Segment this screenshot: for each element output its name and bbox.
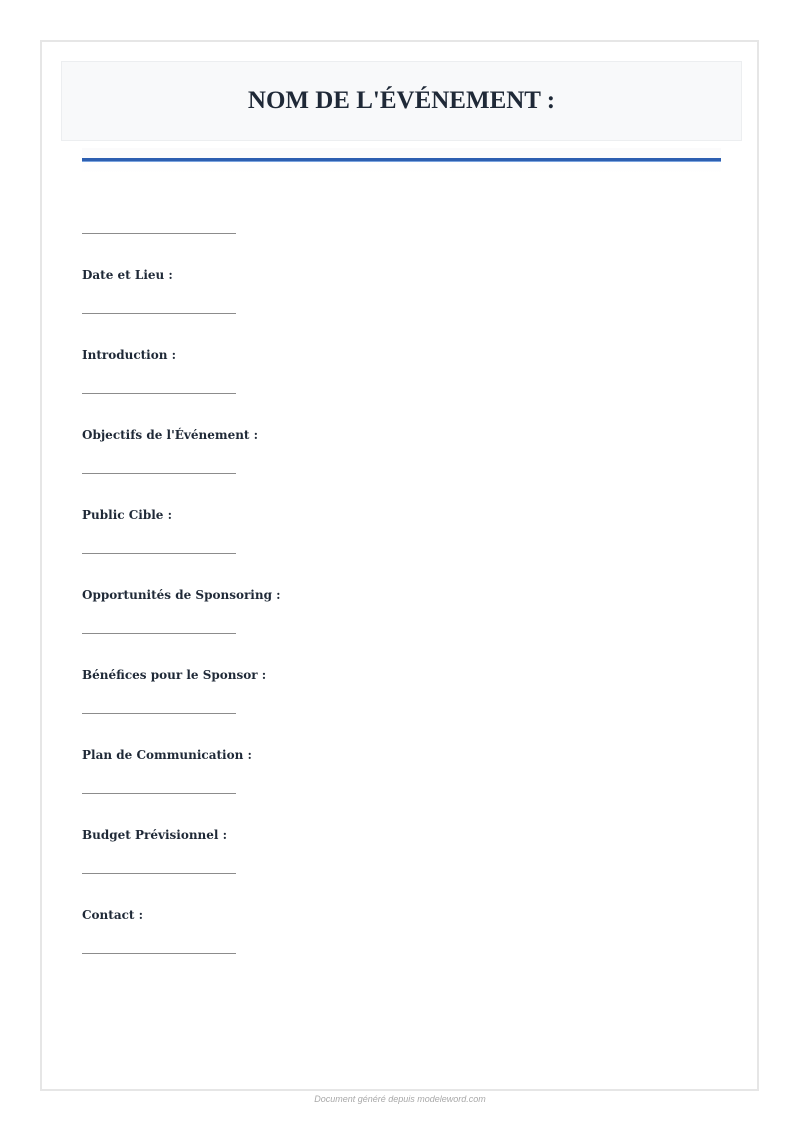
field-budget-previsionnel	[82, 793, 721, 873]
title-banner	[61, 61, 742, 141]
blank-line[interactable]	[82, 953, 236, 954]
field-label: Plan de Communication :	[82, 748, 252, 762]
title-divider	[82, 158, 721, 161]
field-label: Introduction :	[82, 348, 177, 362]
field-benefices-sponsor	[82, 633, 721, 713]
event-name-title: NOM DE L'ÉVÉNEMENT :	[247, 87, 556, 114]
field-label: Opportunités de Sponsoring :	[82, 588, 281, 602]
field-label: Bénéfices pour le Sponsor :	[82, 668, 267, 682]
field-objectifs	[82, 393, 721, 473]
field-label: Public Cible :	[82, 508, 173, 522]
field-introduction	[82, 313, 721, 393]
field-label: Budget Prévisionnel :	[82, 828, 228, 842]
field-plan-communication	[82, 713, 721, 793]
footer-note: Document généré depuis modeleword.com	[314, 1094, 486, 1104]
field-date-lieu	[82, 233, 721, 313]
field-label: Objectifs de l'Événement :	[82, 428, 259, 442]
field-contact	[82, 873, 721, 953]
field-label: Contact :	[82, 908, 144, 922]
field-label: Date et Lieu :	[82, 268, 173, 282]
document-page	[40, 40, 759, 1091]
field-opportunites-sponsoring	[82, 553, 721, 633]
field-public-cible	[82, 473, 721, 553]
title-divider-area	[82, 148, 721, 174]
